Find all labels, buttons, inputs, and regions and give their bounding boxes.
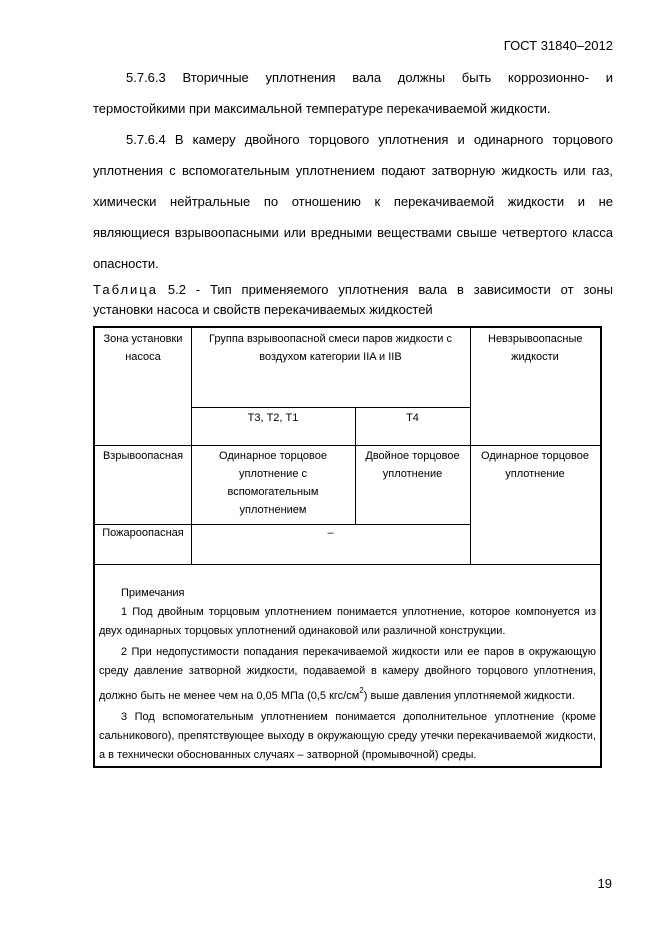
grid-line xyxy=(191,407,470,408)
row-explosive-t3: Одинарное торцовое уплотнение с вспомогательным уплотнением xyxy=(219,450,327,516)
row-explosive-t4: Двойное торцовое уплотнение xyxy=(365,450,460,480)
table-caption-label: Таблица xyxy=(93,282,158,297)
note-2-superscript: 2 xyxy=(359,686,364,695)
note-3: 3 Под вспомогательным уплотнением понимается дополнительное уплотнение (кроме сальникового), препятствующее выходу в окружающую среду утечки перекачиваемой жидкости, а в технически обоснованных случаях – затворной (промывочной) среды. xyxy=(99,711,596,761)
page-number: 19 xyxy=(597,876,612,891)
grid-line xyxy=(95,564,600,565)
table-caption xyxy=(93,280,613,320)
header-zone: Зона установки насоса xyxy=(103,333,183,363)
header-nonexplosive: Невзрывоопасные жидкости xyxy=(488,333,583,363)
notes-title: Примечания xyxy=(121,587,185,599)
standard-header: ГОСТ 31840–2012 xyxy=(503,38,613,53)
header-t4: Т4 xyxy=(406,412,419,424)
row-fire-value: – xyxy=(327,527,334,539)
row-explosive-zone: Взрывоопасная xyxy=(102,450,184,462)
paragraph-5-7-6-3: 5.7.6.3 Вторичные уплотнения вала должны быть коррозионно- и термостойкими при максимальной температуре перекачиваемой жидкости. xyxy=(93,70,613,116)
table-caption-text: 5.2 - Тип применяемого уплотнения вала в зависимости от зоны установки насоса и свойств перекачиваемых жидкостей xyxy=(93,282,613,317)
row-fire-zone: Пожароопасная xyxy=(102,527,184,539)
grid-line xyxy=(95,445,600,446)
header-t3-t2-t1: Т3, Т2, Т1 xyxy=(247,412,299,424)
seal-type-table xyxy=(93,326,602,768)
table-notes xyxy=(95,566,600,765)
note-2-text: 2 При недопустимости попадания перекачиваемой жидкости или ее паров в окружающую среду давление затворной жидкости, подаваемой в камеру двойного торцового уплотнения, должно быть не менее чем на 0,05 МПа (0,5 кгс/см xyxy=(99,646,596,702)
header-group: Группа взрывоопасной смеси паров жидкости с воздухом категории IIA и IIB xyxy=(209,333,452,363)
note-2 xyxy=(99,643,596,706)
note-1: 1 Под двойным торцовым уплотнением понимается уплотнение, которое компонуется из двух одинарных торцовых уплотнений одинаковой или различной конструкции. xyxy=(99,606,596,637)
row-explosive-nonexplosive: Одинарное торцовое уплотнение xyxy=(481,450,589,480)
note-2-text-end: ) выше давления уплотняемой жидкости. xyxy=(363,690,575,702)
paragraph-5-7-6-4: 5.7.6.4 В камеру двойного торцового уплотнения и одинарного торцового уплотнения с вспомогательным уплотнением подают затворную жидкость или газ, химически нейтральные по отношению к перекачиваемой жидкости и не являющиеся взрывоопасными или вредными веществами свыше четвертого класса опасности. xyxy=(93,132,613,271)
